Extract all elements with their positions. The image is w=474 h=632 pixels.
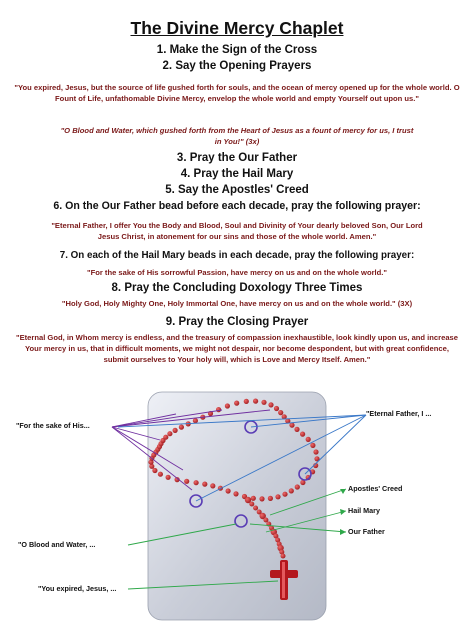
- rosary-bead: [152, 468, 157, 473]
- opening-prayer-2: "O Blood and Water, which gushed forth from the Heart of Jesus as a fount of mercy for us, I trust in You!" (3x): [60, 126, 414, 146]
- step-6: 6. On the Our Father bead before each decade, pray the following prayer:: [53, 200, 421, 212]
- rosary-bead: [261, 400, 266, 405]
- rosary-bead: [166, 475, 171, 480]
- arrowheads: [340, 489, 346, 535]
- rosary-bead: [202, 482, 207, 487]
- rosary-bead: [294, 427, 299, 432]
- step-7: 7. On each of the Hail Mary beads in each decade, pray the following prayer:: [59, 250, 415, 261]
- step-2: 2. Say the Opening Prayers: [162, 60, 312, 72]
- rosary-bead: [289, 488, 294, 493]
- rosary-bead: [300, 432, 305, 437]
- rosary-bead: [163, 435, 168, 440]
- rosary-bead: [226, 488, 231, 493]
- rosary-bead: [216, 407, 221, 412]
- label-eternal-father: "Eternal Father, I ...: [366, 409, 432, 418]
- label-apostles-creed: Apostles' Creed: [348, 484, 403, 493]
- step-9: 9. Pray the Closing Prayer: [165, 316, 309, 328]
- rosary-bead: [173, 428, 178, 433]
- rosary-bead: [184, 479, 189, 484]
- sorrowful-passion-prayer: "For the sake of His sorrowful Passion, have mercy on us and on the whole world.": [86, 268, 388, 277]
- step-8: 8. Pray the Concluding Doxology Three Times: [111, 282, 363, 294]
- rosary-bead: [193, 418, 198, 423]
- rosary-bead: [263, 518, 268, 523]
- rosary-bead: [259, 496, 264, 501]
- rosary-bead: [233, 491, 238, 496]
- rosary-bead: [225, 403, 230, 408]
- rosary-bead: [268, 402, 273, 407]
- rosary-bead: [253, 399, 258, 404]
- rosary-bead: [275, 494, 280, 499]
- rosary-bead: [194, 480, 199, 485]
- label-o-blood: "O Blood and Water, ...: [18, 540, 96, 549]
- eternal-father-prayer: "Eternal Father, I offer You the Body and Blood, Soul and Divinity of Your dearly beloved Son, Our Lord Jesus Christ, in atonement for our sins and those of the whole world. Amen.": [51, 221, 423, 241]
- rosary-photo-panel: [148, 392, 326, 620]
- rosary-bead: [249, 502, 254, 507]
- opening-prayer-1: "You expired, Jesus, but the source of life gushed forth for souls, and the ocean of mercy opened up for the whole world. O Fount of Life, unfathomable Divine Mercy, envelop the whole world and empty Yourself out upon us.": [14, 83, 460, 103]
- step-3: 3. Pray the Our Father: [176, 152, 298, 164]
- closing-prayer: "Eternal God, in Whom mercy is endless, and the treasury of compassion inexhaustible, look kindly upon us, and increase Your mercy in us, that in difficult moments, we might not despair, nor become despondent, but with great confidence, submit ourselves to Your holy will, which is Love and Mercy Itself. Amen.": [15, 333, 459, 364]
- label-you-expired: "You expired, Jesus, ...: [38, 584, 117, 593]
- rosary-bead: [167, 431, 172, 436]
- doxology-prayer: "Holy God, Holy Mighty One, Holy Immortal One, have mercy on us and on the whole world." (3X): [61, 299, 413, 308]
- rosary-bead: [158, 472, 163, 477]
- rosary-bead: [306, 437, 311, 442]
- label-hail-mary: Hail Mary: [348, 506, 380, 515]
- label-our-father: Our Father: [348, 527, 385, 536]
- rosary-bead: [179, 425, 184, 430]
- rosary-bead: [253, 506, 258, 511]
- rosary-bead: [234, 401, 239, 406]
- rosary-bead: [281, 554, 286, 559]
- rosary-bead: [251, 496, 256, 501]
- step-1: 1. Make the Sign of the Cross: [156, 44, 318, 56]
- rosary-bead: [268, 496, 273, 501]
- rosary-bead: [274, 406, 279, 411]
- rosary-bead: [313, 449, 318, 454]
- rosary-bead: [210, 483, 215, 488]
- rosary-bead: [295, 484, 300, 489]
- step-4: 4. Pray the Hail Mary: [180, 168, 294, 180]
- step-5: 5. Say the Apostles' Creed: [165, 184, 309, 196]
- rosary-bead: [282, 492, 287, 497]
- rosary-bead: [278, 410, 283, 415]
- page-title: The Divine Mercy Chaplet: [130, 18, 344, 38]
- rosary-bead: [244, 399, 249, 404]
- rosary-bead: [310, 443, 315, 448]
- label-for-the-sake: "For the sake of His...: [16, 421, 90, 430]
